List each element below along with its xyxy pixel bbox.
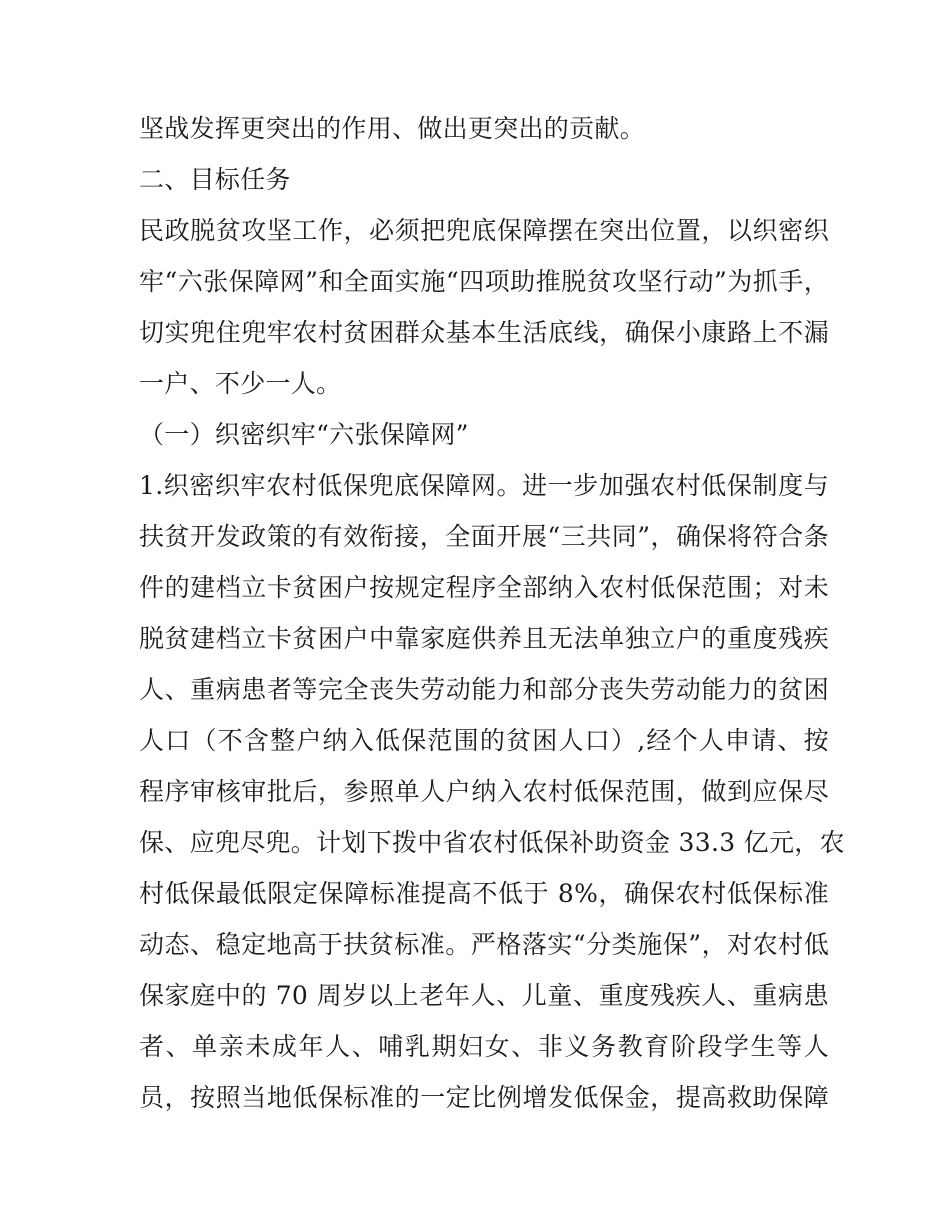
text-line-3: 民政脱贫攻坚工作，必须把兜底保障摆在突出位置，以织密织 bbox=[139, 216, 829, 245]
text-line-14: 程序审核审批后，参照单人户纳入农村低保范围，做到应保尽 bbox=[139, 777, 829, 806]
text-line-13: 人口（不含整户纳入低保范围的贫困人口）,经个人申请、按 bbox=[139, 726, 829, 755]
subsection-heading: （一）织密织牢“六张保障网” bbox=[139, 420, 469, 449]
text-line-1: 坚战发挥更突出的作用、做出更突出的贡献。 bbox=[139, 114, 646, 143]
text-line-12: 人、重病患者等完全丧失劳动能力和部分丧失劳动能力的贫困 bbox=[139, 675, 829, 704]
text-line-15: 保、应兜尽兜。计划下拨中省农村低保补助资金 33.3 亿元，农 bbox=[139, 828, 845, 857]
text-line-5: 切实兜住兜牢农村贫困群众基本生活底线，确保小康路上不漏 bbox=[139, 318, 829, 347]
text-line-8: 1.织密织牢农村低保兜底保障网。进一步加强农村低保制度与 bbox=[139, 471, 829, 500]
text-line-17: 动态、稳定地高于扶贫标准。严格落实“分类施保”，对农村低 bbox=[139, 930, 829, 959]
text-line-6: 一户、不少一人。 bbox=[139, 369, 342, 398]
text-line-11: 脱贫建档立卡贫困户中靠家庭供养且无法单独立户的重度残疾 bbox=[139, 624, 829, 653]
text-line-10: 件的建档立卡贫困户按规定程序全部纳入农村低保范围；对未 bbox=[139, 573, 829, 602]
text-line-20: 员，按照当地低保标准的一定比例增发低保金，提高救助保障 bbox=[139, 1083, 829, 1112]
text-line-19: 者、单亲未成年人、哺乳期妇女、非义务教育阶段学生等人 bbox=[139, 1032, 829, 1061]
text-line-16: 村低保最低限定保障标准提高不低于 8%，确保农村低保标准 bbox=[139, 879, 829, 908]
text-line-4: 牢“六张保障网”和全面实施“四项助推脱贫攻坚行动”为抓手， bbox=[139, 267, 829, 296]
text-line-18: 保家庭中的 70 周岁以上老年人、儿童、重度残疾人、重病患 bbox=[139, 981, 829, 1010]
text-line-9: 扶贫开发政策的有效衔接，全面开展“三共同”，确保将符合条 bbox=[139, 522, 829, 551]
section-heading-goals: 二、目标任务 bbox=[139, 165, 291, 194]
